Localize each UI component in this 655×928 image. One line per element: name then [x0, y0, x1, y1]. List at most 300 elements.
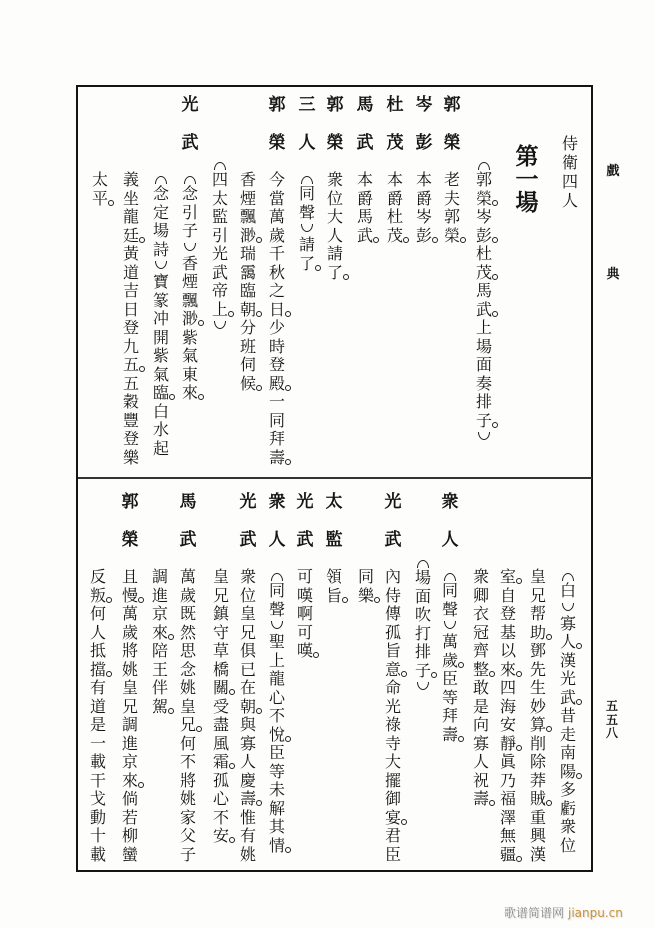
- punctuation-circle: [492, 274, 498, 280]
- glyph: 先: [529, 659, 546, 679]
- glyph: 帮: [529, 604, 546, 623]
- parenthesis: [268, 619, 286, 633]
- glyph: 殿: [268, 375, 286, 394]
- script-line: [384, 0, 402, 928]
- punctuation-circle: [432, 237, 438, 243]
- punctuation-circle: [229, 837, 235, 843]
- glyph: 疆: [499, 846, 517, 865]
- punctuation-circle: [138, 597, 144, 603]
- glyph: 黃: [122, 244, 139, 263]
- glyph: 調: [121, 715, 138, 734]
- glyph: 重: [529, 807, 546, 827]
- glyph: 老: [443, 170, 460, 189]
- glyph: 四: [211, 170, 228, 189]
- glyph: 爵: [356, 188, 373, 208]
- glyph: 心: [212, 789, 229, 808]
- glyph: 念: [181, 184, 198, 203]
- glyph: 大: [326, 207, 343, 226]
- glyph: 不: [179, 752, 196, 771]
- glyph: 草: [212, 641, 229, 660]
- glyph: 子: [414, 662, 432, 681]
- glyph: 歲: [179, 585, 196, 605]
- glyph: 受: [212, 696, 229, 716]
- glyph: 武: [356, 227, 374, 246]
- site-watermark: [504, 904, 623, 921]
- glyph: 助: [529, 624, 547, 643]
- glyph: 萬: [268, 207, 285, 226]
- glyph: 面: [414, 586, 431, 606]
- page-number-text: [603, 700, 621, 741]
- glyph: 候: [239, 375, 257, 394]
- glyph: 紫: [181, 327, 198, 347]
- glyph: 旨: [325, 587, 343, 606]
- glyph: 歲: [441, 652, 459, 671]
- glyph: 朝: [239, 301, 257, 320]
- glyph: 未: [268, 780, 285, 799]
- speaker-name: [121, 492, 139, 568]
- glyph: 八: [605, 726, 618, 740]
- glyph: 有: [239, 826, 256, 845]
- punctuation-circle: [401, 671, 407, 677]
- glyph: 抵: [89, 641, 106, 660]
- glyph: 渺: [181, 310, 199, 329]
- glyph: 第: [515, 143, 539, 170]
- punctuation-circle: [492, 200, 498, 206]
- glyph: 壽: [268, 449, 286, 468]
- glyph: 引: [211, 225, 228, 245]
- punctuation-circle: [108, 200, 114, 206]
- glyph: 監: [211, 207, 228, 226]
- punctuation-circle: [374, 597, 380, 603]
- glyph: 皇: [239, 604, 256, 623]
- glyph: 人: [559, 633, 577, 652]
- glyph: 豐: [122, 410, 139, 430]
- glyph: 茂: [386, 227, 404, 246]
- glyph: 來: [181, 384, 199, 403]
- glyph: 監: [325, 530, 343, 550]
- stage-direction-text: [414, 555, 432, 694]
- glyph: 福: [499, 789, 516, 808]
- speaker-name: [268, 492, 286, 568]
- glyph: 君: [384, 826, 401, 845]
- glyph: 室: [499, 568, 517, 587]
- glyph: 何: [89, 604, 106, 623]
- glyph: 武: [356, 133, 374, 153]
- glyph: 臨: [152, 384, 170, 403]
- glyph: 除: [529, 752, 546, 771]
- glyph: 榮: [443, 227, 461, 246]
- glyph: 同: [268, 581, 285, 600]
- glyph: 登: [122, 318, 139, 337]
- glyph: 王: [151, 659, 168, 679]
- glyph: 時: [268, 336, 285, 356]
- glyph: 排: [414, 642, 431, 661]
- glyph: 帝: [211, 281, 228, 300]
- glyph: 無: [499, 826, 516, 845]
- glyph: 打: [414, 623, 431, 643]
- punctuation-circle: [285, 847, 291, 853]
- glyph: 寶: [152, 272, 169, 291]
- glyph: 當: [268, 188, 285, 208]
- glyph: 郭: [475, 170, 492, 189]
- glyph: 一: [515, 166, 539, 193]
- parenthesis: [414, 680, 432, 694]
- dialogue-text: [239, 568, 257, 864]
- parenthesis: [414, 555, 432, 569]
- glyph: 榮: [443, 133, 461, 153]
- glyph: 吉: [122, 281, 139, 300]
- glyph: 白: [559, 581, 576, 600]
- glyph: 郭: [443, 95, 461, 115]
- glyph: 柳: [121, 826, 138, 845]
- script-line-continued: [89, 0, 107, 928]
- glyph: 漢: [529, 844, 546, 864]
- punctuation-circle: [229, 689, 235, 695]
- glyph: 走: [559, 724, 576, 744]
- glyph: 兄: [529, 585, 546, 605]
- dialogue-text: [212, 568, 230, 846]
- glyph: 日: [268, 301, 286, 320]
- glyph: 班: [239, 336, 256, 356]
- glyph: 五: [605, 712, 618, 727]
- glyph: 渺: [239, 227, 257, 246]
- glyph: 靜: [499, 735, 517, 754]
- glyph: 情: [268, 837, 286, 856]
- script-line: [239, 0, 257, 928]
- dialogue-text: [89, 568, 107, 864]
- script-line: [121, 0, 139, 928]
- glyph: 上: [268, 650, 285, 670]
- glyph: 千: [268, 244, 285, 263]
- glyph: 宴: [384, 809, 402, 828]
- glyph: 盡: [212, 715, 229, 734]
- punctuation-circle: [516, 671, 522, 677]
- glyph: 義: [122, 170, 139, 189]
- glyph: 煙: [239, 188, 256, 208]
- glyph: 嘆: [296, 585, 313, 605]
- punctuation-circle: [546, 726, 552, 732]
- glyph: 秋: [268, 262, 285, 282]
- glyph: 兄: [239, 622, 256, 642]
- glyph: 冠: [472, 622, 489, 642]
- glyph: 岑: [415, 207, 432, 226]
- glyph: 氣: [152, 364, 169, 384]
- glyph: 人: [441, 530, 459, 550]
- glyph: 俱: [239, 641, 256, 660]
- script-line-continued: [499, 0, 517, 928]
- glyph: 樂: [122, 447, 139, 467]
- glyph: 位: [239, 585, 256, 605]
- glyph: 祿: [384, 715, 401, 734]
- glyph: 不: [212, 807, 229, 827]
- glyph: 五: [122, 373, 139, 393]
- script-line: [325, 0, 343, 928]
- glyph: 衛: [561, 153, 578, 172]
- glyph: 聖: [268, 632, 285, 651]
- punctuation-circle: [139, 237, 145, 243]
- glyph: 武: [179, 530, 197, 550]
- glyph: 武: [384, 530, 402, 550]
- dialogue-text: [179, 568, 197, 864]
- glyph: 拜: [268, 429, 285, 448]
- punctuation-circle: [198, 320, 204, 326]
- speaker-name: [179, 492, 197, 568]
- punctuation-circle: [492, 237, 498, 243]
- glyph: 紫: [152, 346, 169, 365]
- dialogue-text: [472, 568, 490, 809]
- script-line: [441, 0, 459, 928]
- glyph: 武: [181, 133, 199, 153]
- glyph: 不: [268, 706, 285, 725]
- glyph: 子: [179, 844, 196, 864]
- glyph: 郭: [121, 492, 139, 512]
- parenthesis: [441, 619, 459, 633]
- glyph: 衆: [268, 492, 286, 512]
- glyph: 京: [121, 752, 138, 771]
- glyph: 光: [181, 95, 199, 115]
- glyph: 太: [211, 188, 228, 208]
- glyph: 龍: [268, 669, 285, 688]
- glyph: 香: [239, 170, 256, 189]
- stage-direction: [414, 0, 432, 928]
- punctuation-circle: [516, 856, 522, 862]
- script-line: [296, 0, 314, 928]
- glyph: 場: [152, 221, 169, 240]
- glyph: 登: [499, 604, 516, 623]
- glyph: 東: [181, 364, 198, 384]
- glyph: 光: [384, 696, 401, 716]
- glyph: 壽: [239, 790, 257, 809]
- punctuation-circle: [196, 726, 202, 732]
- glyph: 叛: [89, 587, 107, 606]
- glyph: 京: [151, 604, 168, 623]
- punctuation-circle: [256, 800, 262, 806]
- glyph: 壽: [441, 726, 459, 745]
- glyph: 同: [357, 567, 374, 586]
- glyph: 廷: [122, 227, 140, 246]
- glyph: 起: [152, 438, 169, 458]
- glyph: 衆: [559, 817, 576, 836]
- watermark-domain: jianpu.cn: [568, 906, 623, 920]
- glyph: 乃: [499, 770, 516, 790]
- glyph: 請: [326, 244, 343, 263]
- glyph: 姚: [121, 659, 138, 679]
- glyph: 蠻: [121, 844, 138, 864]
- glyph: 霜: [212, 753, 230, 772]
- watermark-site-name: 歌谱简谱网: [504, 906, 565, 920]
- dialogue-text: [325, 568, 343, 605]
- glyph: 請: [298, 235, 315, 254]
- glyph: 馬: [356, 95, 374, 115]
- glyph: 樂: [357, 587, 375, 606]
- glyph: 鄧: [529, 641, 546, 660]
- glyph: 悅: [268, 726, 286, 745]
- glyph: 奏: [475, 373, 492, 393]
- glyph: 本: [386, 170, 403, 189]
- glyph: 風: [212, 733, 229, 753]
- glyph: 分: [239, 318, 256, 337]
- glyph: 卿: [472, 585, 489, 605]
- glyph: 瑞: [239, 244, 256, 263]
- glyph: 關: [212, 679, 230, 698]
- punctuation-circle: [229, 763, 235, 769]
- glyph: 本: [415, 170, 432, 189]
- glyph: 調: [151, 567, 168, 586]
- glyph: 場: [515, 189, 539, 216]
- glyph: 人: [89, 622, 106, 642]
- speaker-name: [384, 492, 402, 568]
- script-line-continued: [357, 0, 375, 928]
- glyph: 鎮: [212, 604, 229, 623]
- glyph: 來: [151, 624, 169, 643]
- glyph: 寡: [472, 733, 489, 753]
- glyph: 坐: [122, 188, 139, 208]
- glyph: 動: [89, 807, 106, 827]
- punctuation-circle: [168, 634, 174, 640]
- glyph: 載: [89, 752, 106, 771]
- glyph: 一: [89, 733, 106, 753]
- glyph: 武: [211, 262, 228, 282]
- glyph: 皇: [179, 696, 196, 716]
- glyph: 爵: [415, 188, 432, 208]
- glyph: 已: [239, 659, 256, 679]
- glyph: 惟: [239, 807, 256, 827]
- glyph: 伺: [239, 355, 256, 374]
- glyph: 光: [211, 244, 228, 263]
- glyph: 且: [121, 567, 138, 586]
- glyph: 皇: [529, 567, 546, 586]
- glyph: 衣: [472, 604, 489, 623]
- punctuation-circle: [458, 662, 464, 668]
- glyph: 在: [239, 678, 256, 697]
- glyph: 場: [414, 568, 431, 587]
- glyph: 多: [559, 780, 576, 799]
- glyph: 香: [181, 253, 198, 273]
- glyph: 妙: [529, 696, 546, 716]
- glyph: 今: [268, 170, 285, 189]
- punctuation-circle: [168, 708, 174, 714]
- glyph: 削: [529, 733, 546, 753]
- punctuation-circle: [169, 394, 175, 400]
- punctuation-circle: [315, 265, 321, 271]
- script-line-continued: [529, 0, 547, 928]
- punctuation-circle: [489, 671, 495, 677]
- punctuation-circle: [342, 597, 348, 603]
- glyph: 生: [529, 678, 546, 697]
- glyph: 爵: [386, 188, 403, 208]
- glyph: 聲: [441, 599, 458, 619]
- punctuation-circle: [401, 819, 407, 825]
- glyph: 整: [472, 661, 490, 680]
- glyph: 可: [296, 622, 313, 642]
- glyph: 臣: [384, 844, 401, 864]
- dialogue-text: [384, 568, 402, 864]
- punctuation-circle: [489, 800, 495, 806]
- glyph: 排: [475, 392, 492, 411]
- glyph: 進: [151, 585, 168, 605]
- glyph: 一: [268, 392, 285, 411]
- glyph: 冲: [152, 309, 169, 328]
- glyph: 吹: [414, 605, 431, 624]
- glyph: 了: [326, 264, 344, 283]
- glyph: 平: [91, 190, 109, 209]
- speaker-name: [325, 492, 343, 568]
- glyph: 內: [384, 567, 401, 586]
- glyph: 旨: [384, 641, 401, 660]
- glyph: 臣: [441, 669, 458, 688]
- punctuation-circle: [198, 394, 204, 400]
- script-line-continued: [212, 0, 230, 928]
- glyph: 人: [561, 191, 578, 210]
- glyph: 人: [326, 225, 343, 245]
- glyph: 思: [179, 641, 196, 660]
- punctuation-circle: [492, 422, 498, 428]
- glyph: 海: [499, 696, 516, 716]
- dialogue-text: [559, 568, 577, 855]
- glyph: 彭: [415, 227, 433, 246]
- glyph: 拜: [441, 706, 458, 725]
- punctuation-circle: [458, 736, 464, 742]
- glyph: 靄: [239, 262, 256, 282]
- glyph: 御: [384, 789, 401, 808]
- glyph: 杜: [475, 244, 492, 263]
- glyph: 飄: [239, 207, 256, 226]
- glyph: 解: [268, 798, 285, 818]
- glyph: 武: [559, 689, 577, 708]
- punctuation-circle: [576, 699, 582, 705]
- glyph: 心: [268, 687, 285, 707]
- glyph: 是: [472, 696, 489, 716]
- glyph: 載: [89, 844, 106, 864]
- glyph: 若: [121, 807, 138, 827]
- dialogue-text: [268, 568, 286, 855]
- glyph: 杜: [386, 207, 403, 226]
- speaker-name: [296, 492, 314, 568]
- glyph: 子: [181, 221, 198, 240]
- glyph: 位: [559, 835, 576, 855]
- punctuation-circle: [516, 745, 522, 751]
- glyph: 干: [89, 770, 106, 790]
- glyph: 皇: [212, 567, 229, 586]
- glyph: 慢: [121, 587, 139, 606]
- glyph: 道: [89, 696, 106, 716]
- glyph: 等: [441, 687, 458, 707]
- glyph: 陪: [151, 641, 168, 660]
- glyph: 兄: [179, 716, 197, 735]
- glyph: 姚: [179, 678, 196, 697]
- glyph: 戈: [89, 789, 106, 808]
- glyph: 倘: [121, 789, 138, 808]
- punctuation-circle: [431, 672, 437, 678]
- glyph: 彭: [415, 133, 433, 153]
- glyph: 四: [499, 678, 516, 697]
- glyph: 朝: [239, 698, 257, 717]
- glyph: 眞: [499, 752, 516, 771]
- glyph: 寡: [239, 733, 256, 753]
- glyph: 意: [384, 661, 402, 680]
- glyph: 穀: [122, 392, 139, 411]
- glyph: 場: [475, 336, 492, 356]
- book-title-char: 戲: [606, 164, 620, 179]
- glyph: 命: [384, 678, 401, 697]
- punctuation-circle: [403, 237, 409, 243]
- glyph: 衆: [326, 170, 343, 189]
- glyph: 家: [179, 807, 196, 827]
- glyph: 寺: [384, 733, 401, 753]
- glyph: 子: [475, 412, 493, 431]
- glyph: 光: [239, 492, 257, 512]
- punctuation-circle: [138, 782, 144, 788]
